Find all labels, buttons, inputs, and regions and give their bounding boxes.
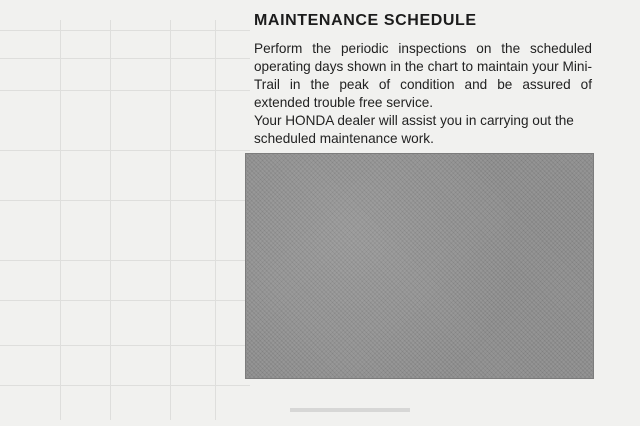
maintenance-photo [245, 153, 594, 379]
bleed-row-line [0, 345, 250, 346]
bleed-row-line [0, 58, 250, 59]
bleed-col-line [170, 20, 171, 420]
bleed-row-line [0, 385, 250, 386]
section-title: MAINTENANCE SCHEDULE [254, 12, 477, 29]
bleed-row-line [0, 200, 250, 201]
bleed-col-line [60, 20, 61, 420]
bleed-row-line [0, 90, 250, 91]
bleed-col-line [110, 20, 111, 420]
page-footer-mark [290, 408, 410, 412]
bleed-through-table [0, 0, 250, 426]
bleed-col-line [215, 20, 216, 420]
dealer-paragraph: Your HONDA dealer will assist you in carrying out the scheduled maintenance work. [254, 113, 574, 146]
bleed-row-line [0, 300, 250, 301]
bleed-row-line [0, 260, 250, 261]
text-block [254, 12, 592, 148]
bleed-row-line [0, 30, 250, 31]
intro-paragraph: Perform the periodic inspections on the scheduled operating days shown in the chart to maintain your Mini-Trail in the peak of condition and be assured of extended trouble free service. [254, 41, 592, 110]
bleed-row-line [0, 150, 250, 151]
